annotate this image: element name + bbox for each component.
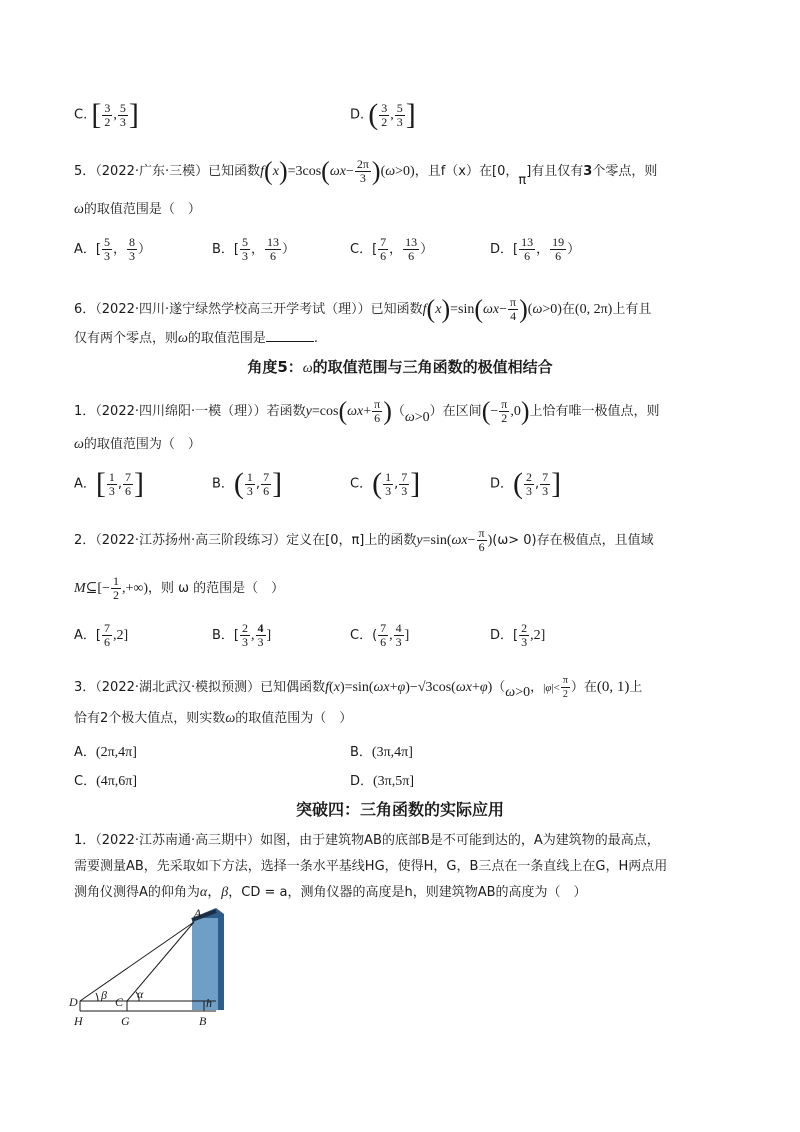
label-d: D — [69, 995, 78, 1009]
label-b: B — [199, 1014, 207, 1028]
section-heading-breakthrough-4: 突破四：三角函数的实际应用 — [295, 800, 504, 819]
a5q2-option-a: A．[ $\frac{7}{6}$ ,2] — [74, 621, 129, 649]
q5-option-a: A．[ $\frac{5}{3}$ ， $\frac{8}{3}$ ） — [74, 235, 151, 263]
a5q1-option-d: D．( $\frac{2}{3}$ , $\frac{7}{3}$ ] — [490, 467, 562, 500]
b4-question-1-line1: 1．（2022·江苏南通·高三期中）如图，由于建筑物AB的底部B是不可能到达的，A为建筑物的最高点， — [74, 833, 660, 848]
a5q3-option-b: B．(3π,4π] — [350, 745, 413, 760]
a5q2-option-d: D．[ $\frac{2}{3}$ ,2] — [490, 621, 546, 649]
question-5-line2: ω的取值范围是（ ） — [74, 202, 201, 217]
building-face — [192, 918, 218, 1010]
question-6-line1: 6．（2022·四川·遂宁绿然学校高三开学考试（理））已知函数f(x)=sin(ωx− $\frac{\pi}{4}$ )(ω>0)在(0, 2π)上有且 — [74, 294, 652, 324]
q5-option-d: D．[ $\frac{13}{6}$ ， $\frac{19}{6}$ ） — [490, 235, 581, 263]
q5-option-b: B．[ $\frac{5}{3}$ ， $\frac{13}{6}$ ） — [212, 235, 296, 263]
b4-question-1-line2: 需要测量AB，先采取如下方法，选择一条水平基线HG，使得H，G，B三点在一条直线上在G，H两点用 — [74, 859, 668, 874]
a5q3-option-d: D．(3π,5π] — [350, 774, 414, 789]
section-heading-angle-5: 角度5：ω的取值范围与三角函数的极值相结合 — [247, 358, 553, 376]
question-source: （2022·江苏扬州·高三阶段练习） — [95, 533, 287, 548]
label-g: G — [121, 1014, 130, 1028]
q5-option-c: C．[ $\frac{7}{6}$ ， $\frac{13}{6}$ ） — [350, 235, 434, 263]
a5q2-option-c: C．( $\frac{7}{6}$ , $\frac{4}{3}$ ] — [350, 621, 410, 649]
question-5-line1: 5．（2022·广东·三模）已知函数f(x)=3cos(ωx− $\frac{2\pi}{3}$ )(ω>0)，且f（x）在[0，π]有且仅有3个零点，则 — [74, 156, 658, 188]
a5-question-1-line1: 1．（2022·四川绵阳·一模（理））若函数y=cos(ωx+ $\frac{\pi}{6}$ )（ω>0）在区间(− $\frac{\pi}{2}$ ,0)上恰有唯一极值点，则 — [74, 396, 660, 426]
a5-question-1-line2: ω的取值范围为（ ） — [74, 437, 201, 452]
label-alpha: α — [137, 987, 144, 1001]
option-label: D. — [350, 107, 365, 123]
a5-question-3-line1: 3．（2022·湖北武汉·模拟预测）已知偶函数f(x)=sin(ωx+φ)−√3cos(ωx+φ)（ω>0，|φ|< $\frac{\pi}{2}$ ）在(0, 1)上 — [74, 675, 643, 700]
a5-question-2-line1: 2．（2022·江苏扬州·高三阶段练习）定义在[0，π]上的函数y=sin(ωx− $\frac{\pi}{6}$ )(ω> 0)存在极值点，且值域 — [74, 526, 654, 554]
answer-blank[interactable] — [266, 329, 314, 342]
label-h: H — [74, 1014, 83, 1028]
label-h-height: h — [206, 996, 212, 1010]
label-beta: β — [101, 988, 107, 1002]
a5q3-option-a: A．(2π,4π] — [74, 745, 137, 760]
b4-question-1-line3: 测角仪测得A的仰角为α，β，CD = a，测角仪器的高度是h，则建筑物AB的高度为（ ） — [74, 885, 587, 900]
a5-question-3-line2: 恰有2个极大值点，则实数ω的取值范围为（ ） — [74, 711, 353, 726]
a5q1-option-a: A．[ $\frac{1}{3}$ , $\frac{7}{6}$ ] — [74, 467, 145, 500]
a5q2-option-b: B．[ $\frac{2}{3}$ , $\frac{4}{3}$ ] — [212, 621, 272, 649]
a5q1-option-c: C．( $\frac{1}{3}$ , $\frac{7}{3}$ ] — [350, 467, 421, 500]
option-label: C. — [74, 107, 88, 123]
building-elevation-figure — [66, 908, 236, 1033]
prev-option-c: C. [ $\frac{3}{2}$ , $\frac{5}{3}$ ] — [74, 98, 139, 131]
question-source: （2022·四川·遂宁绿然学校高三开学考试（理）） — [95, 302, 371, 317]
question-source: （2022·江苏南通·高三期中） — [95, 833, 261, 848]
formula: f — [260, 164, 265, 179]
question-6-line2: 仅有两个零点，则ω的取值范围是 . — [74, 331, 319, 346]
a5q3-option-c: C．(4π,6π] — [74, 774, 138, 789]
a5-question-2-line2: M⊆[− $\frac{1}{2}$ ,+∞)，则 ω 的范围是（ ） — [74, 574, 285, 602]
label-a: A — [194, 908, 202, 920]
question-source: （2022·湖北武汉·模拟预测） — [95, 680, 261, 695]
label-c: C — [115, 995, 124, 1009]
beta-arc — [96, 993, 98, 1001]
prev-option-d: D. ( $\frac{3}{2}$ , $\frac{5}{3}$ ] — [350, 98, 416, 131]
question-source: （2022·四川绵阳·一模（理）） — [95, 404, 267, 419]
a5q1-option-b: B．( $\frac{1}{3}$ , $\frac{7}{6}$ ] — [212, 467, 283, 500]
question-source: （2022·广东·三模） — [95, 164, 209, 179]
